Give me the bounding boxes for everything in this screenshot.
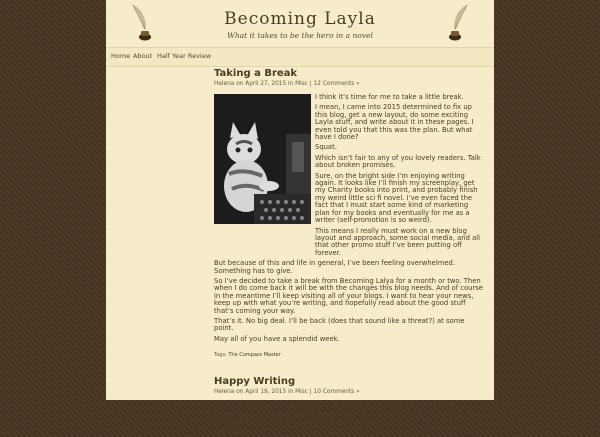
nav-home[interactable]: Home — [111, 52, 131, 60]
post-comments-link[interactable]: 10 Comments » — [313, 389, 360, 396]
post-paragraph: That’s it. No big deal. I’ll be back (does that sound like a threat?) at some point. — [214, 316, 465, 333]
post-paragraph: This means I really must work on a new blog layout and approach, some social media, and all that other promo stuff I’ve been putting off forever. — [315, 226, 481, 257]
post-list — [214, 68, 484, 437]
post-category-link[interactable]: Misc — [295, 81, 308, 87]
post-author: Helena — [214, 389, 235, 396]
post-paragraph: I think it’s time for me to take a little break. — [315, 93, 464, 101]
post — [214, 376, 484, 437]
post-author: Helena — [214, 81, 235, 87]
post-image-cat-typewriter — [214, 94, 311, 224]
post-paragraph: Sure, on the bright side I’m enjoying writing again. It looks like I’ll finish my screenplay, get my Charity books into print, and probably finish my weird little sci fi novel. I’ve even faced the fact that I must start some kind of marketing plan for my books and eventually for me as a writer (self-promotion is so weird). — [315, 171, 478, 225]
post-paragraph: Which isn’t fair to any of you lovely readers. Talk about broken promises. — [315, 153, 481, 170]
post-date: on April 27, 2015 in — [236, 81, 294, 87]
post-meta: Helena on April 27, 2015 in Misc | 12 Comments » — [214, 81, 360, 87]
post — [214, 68, 484, 358]
nav-about[interactable]: About — [133, 52, 153, 60]
post-comments-link[interactable]: 12 Comments » — [313, 81, 360, 87]
post-paragraph: Didn’t do much ‘cause I was under the weather the last couple weekdays and this whole weekend. Not really sick. Just run down . — [214, 410, 480, 426]
post-body — [214, 401, 484, 437]
post-body-beside-image — [315, 94, 484, 257]
post-paragraph: So I’ve decided to take a break from Becoming Lalya for a month or two. Then when I do come back it will be with the changes this blog needs. And of course in the meantime I’ll keep visiting all of your blogs. I want to hear your news, keep up with what you’re writing, and hopefully read about the good stuff that’s coming your way. — [214, 276, 483, 315]
post-meta: Helena on April 19, 2015 in Misc | 10 Comments » — [214, 389, 360, 396]
post-paragraph: I mean, I came into 2015 determined to fix up this blog, get a new layout, do some exciting Layla stuff, and write about it in these pages. I even told you that this was the plan. But what have I done? — [315, 103, 474, 142]
post-date: on April 19, 2015 in — [236, 389, 294, 396]
post-category-link[interactable]: Misc — [295, 389, 308, 396]
site-tagline: What it takes to be the hero in a novel — [227, 31, 373, 40]
tag-link[interactable]: The Compass Master — [228, 352, 281, 359]
site-title[interactable]: Becoming Layla — [224, 9, 376, 29]
post-paragraph: I’ve got nothing exciting to report this week. Or even barely interesting. — [214, 400, 459, 409]
post-title[interactable]: Happy Writing — [214, 376, 296, 388]
post-title[interactable]: Taking a Break — [214, 68, 298, 79]
post-paragraph: Squat. — [315, 143, 337, 152]
post-paragraph: HOWEVER — [214, 428, 250, 437]
post-paragraph: But because of this and life in general, I’ve been feeling overwhelmed. Something has to give. — [214, 259, 455, 275]
post-paragraph: May all of you have a splendid week. — [214, 334, 340, 343]
page — [106, 0, 494, 437]
post-body — [214, 260, 484, 343]
nav-half-year-review[interactable]: Half Year Review — [157, 52, 212, 60]
tags-label: Tags: — [214, 352, 227, 359]
main-nav — [106, 47, 494, 67]
post-tags — [214, 352, 484, 358]
site-header — [106, 0, 494, 46]
